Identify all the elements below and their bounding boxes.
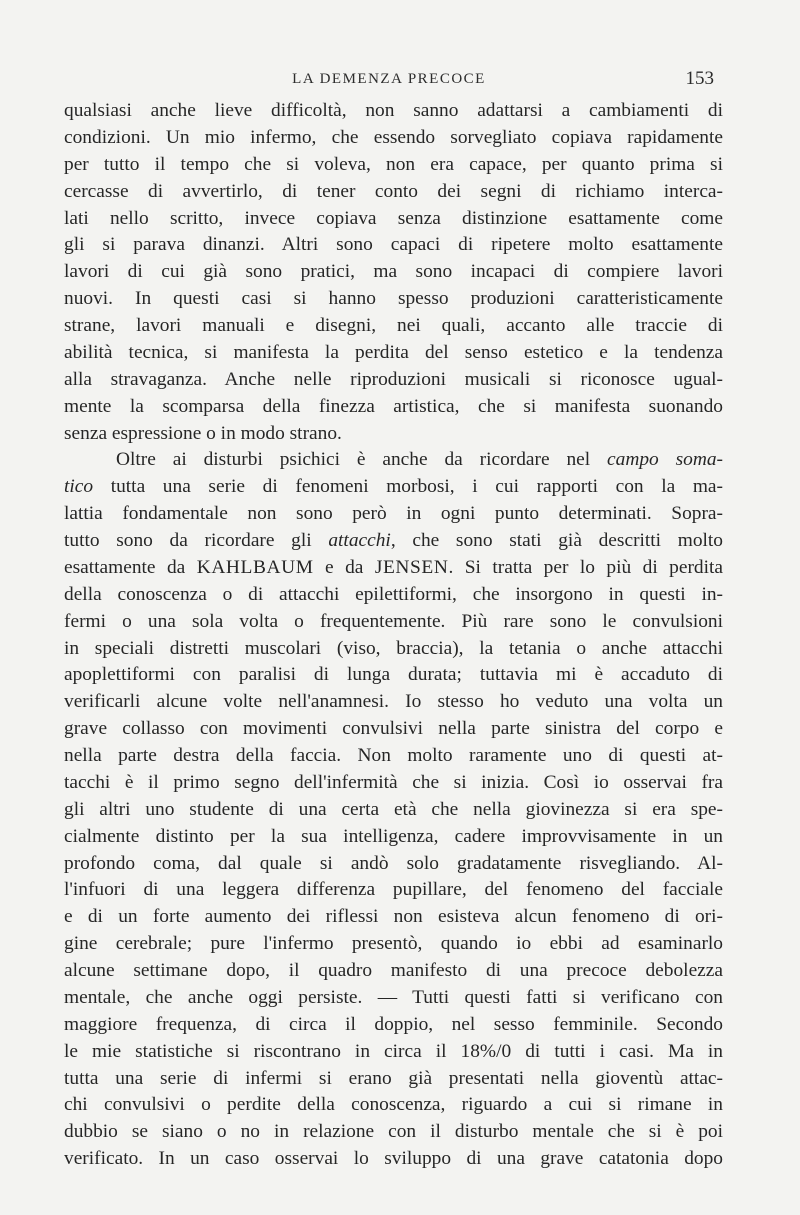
text-line: verificarli alcune volte nell'anamnesi. Io stesso ho veduto una volta un bbox=[64, 691, 723, 713]
running-title: LA DEMENZA PRECOCE bbox=[292, 71, 486, 87]
text-line: le mie statistiche si riscontrano in circa il 18%/0 di tutti i casi. Ma in bbox=[64, 1040, 723, 1062]
text-line: cercasse di avvertirlo, di tener conto dei segni di richiamo interca- bbox=[64, 180, 723, 202]
text-line: fermi o una sola volta o frequentemente. Più rare sono le convulsioni bbox=[64, 610, 723, 632]
text-line: maggiore frequenza, di circa il doppio, nel sesso femminile. Secondo bbox=[64, 1013, 723, 1035]
italic-term: tico bbox=[64, 476, 94, 498]
text-line: chi convulsivi o perdite della conoscenza, riguardo a cui si rimane in bbox=[64, 1094, 723, 1116]
text-line: dubbio se siano o no in relazione con il disturbo mentale che si è poi bbox=[64, 1121, 723, 1143]
text-line: l'infuori di una leggera differenza pupillare, del fenomeno del facciale bbox=[64, 879, 723, 901]
text-line: lati nello scritto, invece copiava senza distinzione esattamente come bbox=[64, 207, 723, 229]
text-line: apoplettiformi con paralisi di lunga durata; tuttavia mi è accaduto di bbox=[64, 664, 723, 686]
text-line: tutta una serie di infermi si erano già presentati nella gioventù attac- bbox=[64, 1067, 723, 1089]
text-line: gine cerebrale; pure l'infermo presentò, quando io ebbi ad esaminarlo bbox=[64, 933, 723, 955]
text-line: gli si parava dinanzi. Altri sono capaci di ripetere molto esattamente bbox=[64, 234, 723, 256]
author-name: JENSEN bbox=[374, 556, 449, 578]
author-name: KAHLBAUM bbox=[196, 556, 314, 578]
text-line: strane, lavori manuali e disegni, nei quali, accanto alle traccie di bbox=[64, 315, 723, 336]
text-line: verificato. In un caso osservai lo sviluppo di una grave catatonia dopo bbox=[64, 1148, 723, 1170]
text-line: mente la scomparsa della finezza artistica, che si manifesta suonando bbox=[64, 395, 723, 417]
text-line: alcune settimane dopo, il quadro manifesto di una precoce debolezza bbox=[64, 960, 723, 981]
text-line: lattia fondamentale non sono però in ogni punto determinati. Sopra- bbox=[64, 503, 723, 525]
text-line: profondo coma, dal quale si andò solo gradatamente risvegliando. Al- bbox=[64, 852, 723, 874]
text-line: tacchi è il primo segno dell'infermità che si inizia. Così io osservai fra bbox=[64, 771, 723, 793]
running-head bbox=[64, 68, 714, 94]
text-line: alla stravaganza. Anche nelle riproduzioni musicali si riconosce ugual- bbox=[64, 368, 723, 390]
text-line: grave collasso con movimenti convulsivi nella parte sinistra del corpo e bbox=[64, 718, 723, 740]
text-line: per tutto il tempo che si voleva, non era capace, per quanto prima si bbox=[64, 153, 723, 175]
text-line: della conoscenza o di attacchi epilettiformi, che insorgono in questi in- bbox=[64, 583, 723, 605]
text-line: Oltre ai disturbi psichici è anche da ricordare nel campo soma- bbox=[116, 449, 723, 471]
text-line: tico tutta una serie di fenomeni morbosi, i cui rapporti con la ma- bbox=[64, 476, 723, 498]
italic-term: attacchi bbox=[328, 530, 391, 551]
text-line: qualsiasi anche lieve difficoltà, non sanno adattarsi a cambiamenti di bbox=[64, 100, 723, 121]
text-line: abilità tecnica, si manifesta la perdita del senso estetico e la tendenza bbox=[64, 341, 723, 363]
text-line: tutto sono da ricordare gli attacchi, che sono stati già descritti molto bbox=[64, 530, 724, 551]
text-line: gli altri uno studente di una certa età che nella giovinezza si era spe- bbox=[64, 798, 723, 820]
text-line: senza espressione o in modo strano. bbox=[64, 422, 342, 444]
body-text bbox=[64, 98, 723, 1173]
text-line: condizioni. Un mio infermo, che essendo sorvegliato copiava rapidamente bbox=[64, 126, 723, 148]
text-line: cialmente distinto per la sua intelligenza, cadere improvvisamente in un bbox=[64, 825, 723, 847]
italic-term: campo soma- bbox=[607, 449, 723, 471]
text-line: in speciali distretti muscolari (viso, braccia), la tetania o anche attacchi bbox=[64, 637, 723, 659]
page-number: 153 bbox=[685, 68, 714, 89]
text-line: e di un forte aumento dei riflessi non esisteva alcun fenomeno di ori- bbox=[64, 906, 723, 928]
text-line: mentale, che anche oggi persiste. — Tutti questi fatti si verificano con bbox=[64, 986, 723, 1008]
text-line: lavori di cui già sono pratici, ma sono incapaci di compiere lavori bbox=[64, 261, 723, 283]
text-line: nella parte destra della faccia. Non molto raramente uno di questi at- bbox=[64, 745, 723, 766]
text-line: esattamente da KAHLBAUM e da JENSEN. Si tratta per lo più di perdita bbox=[64, 556, 723, 578]
text-line: nuovi. In questi casi si hanno spesso produzioni caratteristicamente bbox=[64, 288, 723, 310]
